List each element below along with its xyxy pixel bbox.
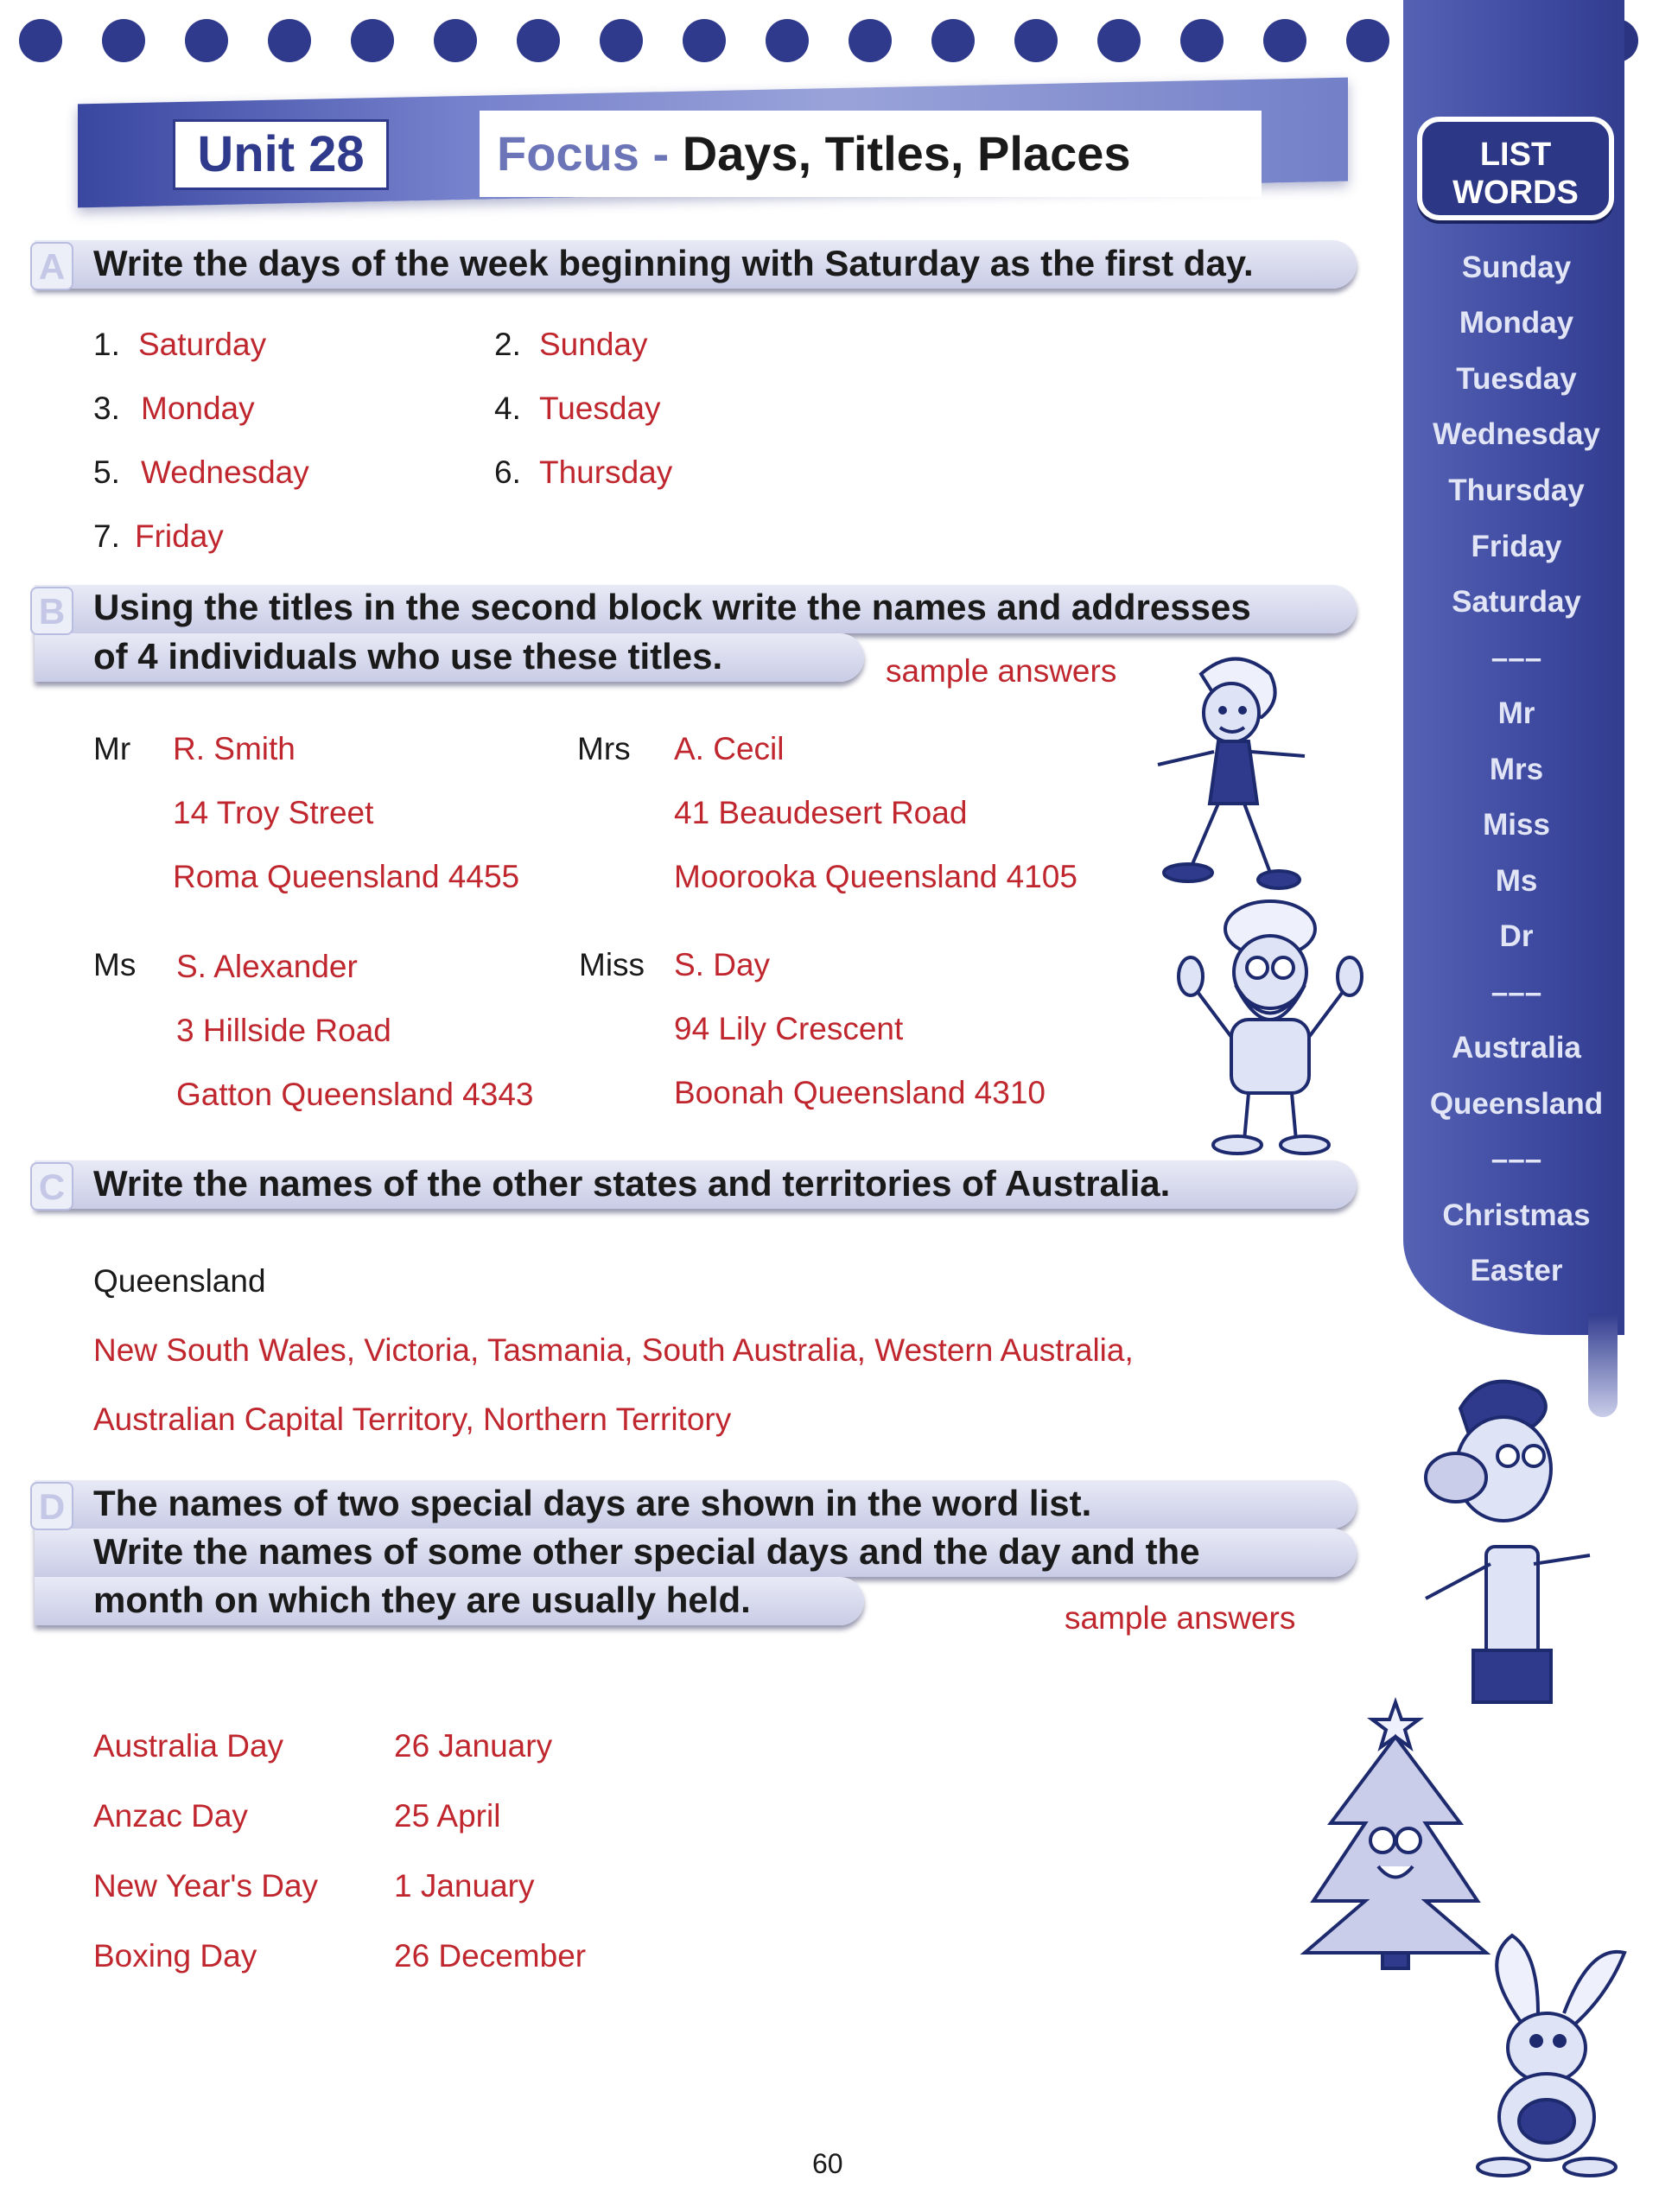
list-words-title — [1417, 117, 1614, 220]
states-answer-line2: Australian Capital Territory, Northern Territory — [93, 1402, 732, 1437]
binder-dot — [683, 19, 726, 62]
address-town: Boonah Queensland 4310 — [674, 1075, 1046, 1110]
list-word: Thursday — [1448, 474, 1585, 507]
list-divider: ––– — [1491, 976, 1542, 1009]
answer-day: Thursday — [539, 454, 673, 490]
section-a-instruction: Write the days of the week beginning with Saturday as the first day. — [93, 243, 1254, 283]
unit-label: Unit 28 — [173, 119, 389, 190]
address-name: S. Day — [674, 947, 771, 982]
address-street: 94 Lily Crescent — [674, 1011, 904, 1046]
section-d-letter: D — [30, 1482, 73, 1530]
answer-number: 3. — [93, 391, 120, 426]
title-label: Ms — [93, 947, 137, 982]
answer-day: Friday — [135, 518, 224, 554]
given-state: Queensland — [93, 1263, 266, 1299]
sample-answers-note: sample answers — [886, 653, 1117, 689]
answer-number: 2. — [494, 327, 521, 362]
answer-day: Saturday — [138, 327, 267, 362]
list-word: Sunday — [1461, 251, 1572, 284]
address-town: Moorooka Queensland 4105 — [674, 859, 1077, 894]
section-b-instruction-2: of 4 individuals who use these titles. — [93, 636, 723, 677]
sample-answers-note: sample answers — [1065, 1600, 1296, 1636]
special-day-name: New Year's Day — [93, 1868, 319, 1904]
address-street: 3 Hillside Road — [176, 1013, 391, 1048]
list-word: Saturday — [1452, 585, 1581, 619]
binder-dot — [351, 19, 394, 62]
list-word: Christmas — [1442, 1198, 1591, 1232]
focus-topic: Days, Titles, Places — [682, 126, 1131, 181]
special-day-name: Australia Day — [93, 1728, 284, 1764]
address-street: 14 Troy Street — [173, 795, 374, 830]
focus-title — [480, 111, 1262, 197]
section-b-instruction-1: Using the titles in the second block write the names and addresses — [93, 587, 1251, 627]
special-day-name: Anzac Day — [93, 1798, 248, 1834]
binder-dot — [1014, 19, 1058, 62]
address-name: R. Smith — [173, 731, 296, 766]
answer-number: 6. — [494, 454, 521, 490]
list-title-line2: WORDS — [1452, 175, 1579, 211]
list-word: Mr — [1497, 696, 1535, 730]
address-street: 41 Beaudesert Road — [674, 795, 968, 830]
special-day-date: 25 April — [394, 1798, 501, 1834]
binder-dot — [766, 19, 809, 62]
binder-dot — [268, 19, 311, 62]
answer-day: Monday — [141, 391, 255, 426]
list-word: Wednesday — [1433, 417, 1600, 451]
address-town: Roma Queensland 4455 — [173, 859, 520, 894]
list-divider: ––– — [1491, 641, 1542, 675]
list-word: Queensland — [1429, 1087, 1604, 1121]
answer-day: Tuesday — [539, 391, 661, 426]
list-word: Miss — [1483, 808, 1550, 842]
binder-dot — [19, 19, 62, 62]
list-word: Dr — [1499, 919, 1534, 953]
binder-dot — [185, 19, 228, 62]
title-label: Miss — [579, 947, 645, 982]
list-divider: ––– — [1491, 1142, 1542, 1176]
binder-dot — [931, 19, 975, 62]
special-day-date: 26 January — [394, 1728, 553, 1764]
answer-number: 7. — [93, 518, 120, 554]
address-name: S. Alexander — [176, 949, 358, 984]
page-number: 60 — [812, 2148, 843, 2179]
binder-dot — [849, 19, 892, 62]
binder-dot — [1346, 19, 1389, 62]
title-label: Mrs — [577, 731, 631, 766]
address-town: Gatton Queensland 4343 — [176, 1077, 534, 1112]
list-title-line1: LIST — [1479, 137, 1552, 173]
list-word: Easter — [1470, 1254, 1563, 1287]
address-name: A. Cecil — [674, 731, 785, 766]
list-word: Tuesday — [1456, 362, 1577, 396]
answer-number: 4. — [494, 391, 521, 426]
cartoon-man-beret-icon — [1175, 890, 1365, 1158]
section-d-instruction-2: Write the names of some other special days and the day and the — [93, 1531, 1200, 1572]
section-a-letter: A — [30, 242, 73, 290]
binder-dot — [1180, 19, 1224, 62]
section-d-instruction-1: The names of two special days are shown in the word list. — [93, 1483, 1092, 1523]
title-label: Mr — [93, 731, 131, 766]
cartoon-boy-icon — [1382, 1374, 1624, 1719]
section-b-letter: B — [30, 587, 73, 635]
answer-number: 5. — [93, 454, 120, 490]
list-word: Mrs — [1489, 753, 1544, 786]
special-day-date: 1 January — [394, 1868, 535, 1904]
easter-bunny-icon — [1460, 1927, 1633, 2177]
binder-dot — [1097, 19, 1141, 62]
binder-dot — [517, 19, 560, 62]
section-c-instruction: Write the names of the other states and territories of Australia. — [93, 1163, 1171, 1204]
binder-dot — [1263, 19, 1306, 62]
list-word: Friday — [1471, 530, 1562, 563]
binder-dot — [102, 19, 145, 62]
answer-day: Sunday — [539, 327, 648, 362]
focus-label: Focus - — [497, 126, 670, 181]
list-word: Australia — [1452, 1031, 1581, 1065]
answer-number: 1. — [93, 327, 120, 362]
cartoon-girl-icon — [1141, 648, 1313, 899]
binder-dot — [434, 19, 477, 62]
section-d-instruction-3: month on which they are usually held. — [93, 1580, 751, 1620]
list-word: Ms — [1495, 864, 1538, 898]
list-word: Monday — [1459, 306, 1574, 340]
special-day-name: Boxing Day — [93, 1938, 257, 1974]
binder-dot — [600, 19, 643, 62]
section-c-letter: C — [30, 1162, 73, 1211]
answer-day: Wednesday — [141, 454, 309, 490]
special-day-date: 26 December — [394, 1938, 587, 1974]
states-answer-line1: New South Wales, Victoria, Tasmania, South Australia, Western Australia, — [93, 1332, 1134, 1368]
